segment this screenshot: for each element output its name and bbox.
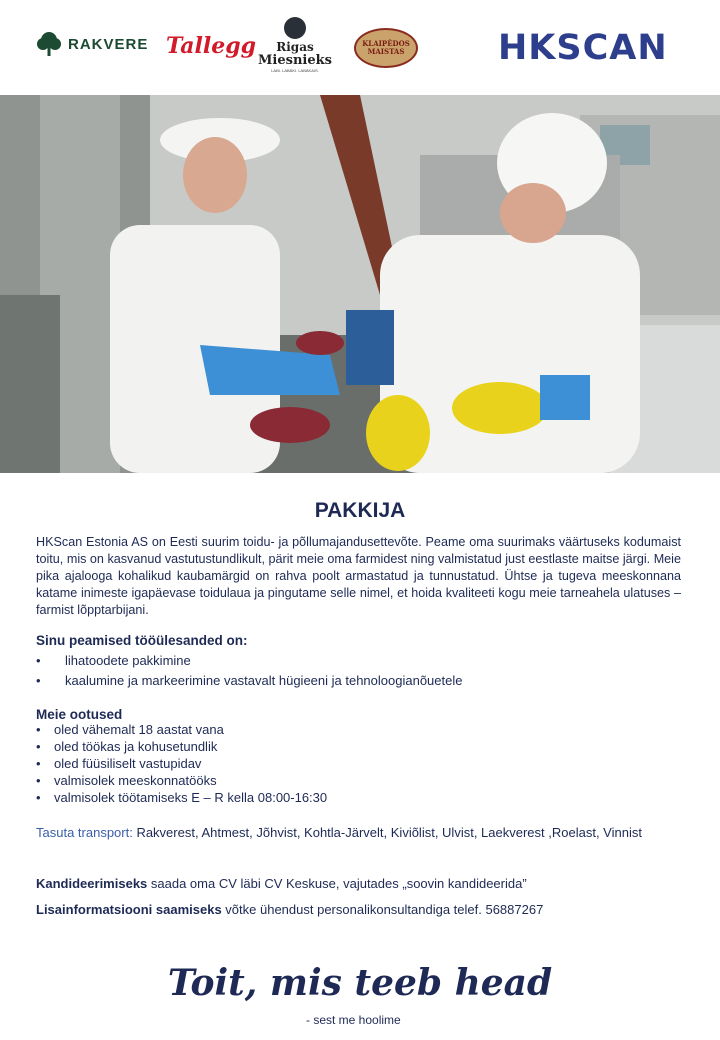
apply-label: Kandideerimiseks [36,876,148,891]
rigas-logo-line1: Rigas [276,40,314,54]
list-item: • oled vähemalt 18 aastat vana [36,721,676,738]
duties-list [36,651,676,691]
rakvere-logo-text: RAKVERE [68,35,149,53]
logo-bar [0,0,720,95]
expectations-list [36,721,676,806]
transport-paragraph [36,824,682,841]
tree-icon [36,31,62,57]
rigas-logo-line3: LABI. LABĀKI. LABĀKAIS. [271,68,319,73]
info-text: võtke ühendust personalikonsultandiga telef. 56887267 [221,902,544,917]
klaipedos-logo-line1: KLAIPĖDOS [362,39,410,48]
list-item: • valmisolek meeskonnatööks [36,772,676,789]
transport-label: Tasuta transport: [36,825,133,840]
klaipedos-maistas-logo [354,28,418,68]
intro-paragraph: HKScan Estonia AS on Eesti suurim toidu- ja põllumajandusettevõte. Peame oma suurimaks väärtuseks kodumaist toitu, mis on kasvanud vastutustundlikult, pärit meie oma farmidest ning valmistatud just eestlaste maitse järgi. Meie pika ajalooga kohalikud kaubamärgid on rahva poolt armastatud ja tunnustatud. Ühtse ja tugeva meeskonnana katame inimeste igapäevase toidulaua ja pingutame selle nimel, et hoida kvaliteeti kogu meie tarneahela ulatuses – farmist lõpptarbijani. [36,535,681,617]
apply-paragraph [36,875,682,892]
expectations-heading: Meie ootused [36,707,123,722]
butcher-figure-icon [284,17,306,39]
hkscan-logo [498,28,668,68]
hkscan-logo-text: HKSCAN [498,28,668,68]
workers-photo [0,95,720,473]
tallegg-logo [166,26,256,66]
list-item: • lihatoodete pakkimine [36,651,676,671]
info-label: Lisainformatsiooni saamiseks [36,902,222,917]
klaipedos-logo-line2: MAISTAS [367,47,405,56]
rakvere-logo [36,30,148,58]
page-title: PAKKIJA [314,499,406,522]
list-item: • valmisolek töötamiseks E – R kella 08:00-16:30 [36,789,676,806]
apply-text: saada oma CV läbi CV Keskuse, vajutades „soovin kandideerida” [147,876,527,891]
info-paragraph [36,901,682,918]
slogan: Toit, mis teeb head [167,962,553,1004]
rigas-logo-line2: Miesnieks [258,53,332,68]
rigas-miesnieks-logo [258,14,332,76]
list-item: • kaalumine ja markeerimine vastavalt hügieeni ja tehnoloogianõuetele [36,671,676,691]
duties-heading: Sinu peamised tööülesanded on: [36,633,248,648]
list-item: • oled füüsiliselt vastupidav [36,755,676,772]
photo-illustration [0,95,720,473]
tallegg-logo-text: Tallegg [166,33,256,59]
slogan-subtitle: - sest me hoolime [306,1013,401,1027]
transport-text: Rakverest, Ahtmest, Jõhvist, Kohtla-Järvelt, Kiviõlist, Ulvist, Laekverest ,Roelast, Vinnist [132,825,642,840]
list-item: • oled töökas ja kohusetundlik [36,738,676,755]
